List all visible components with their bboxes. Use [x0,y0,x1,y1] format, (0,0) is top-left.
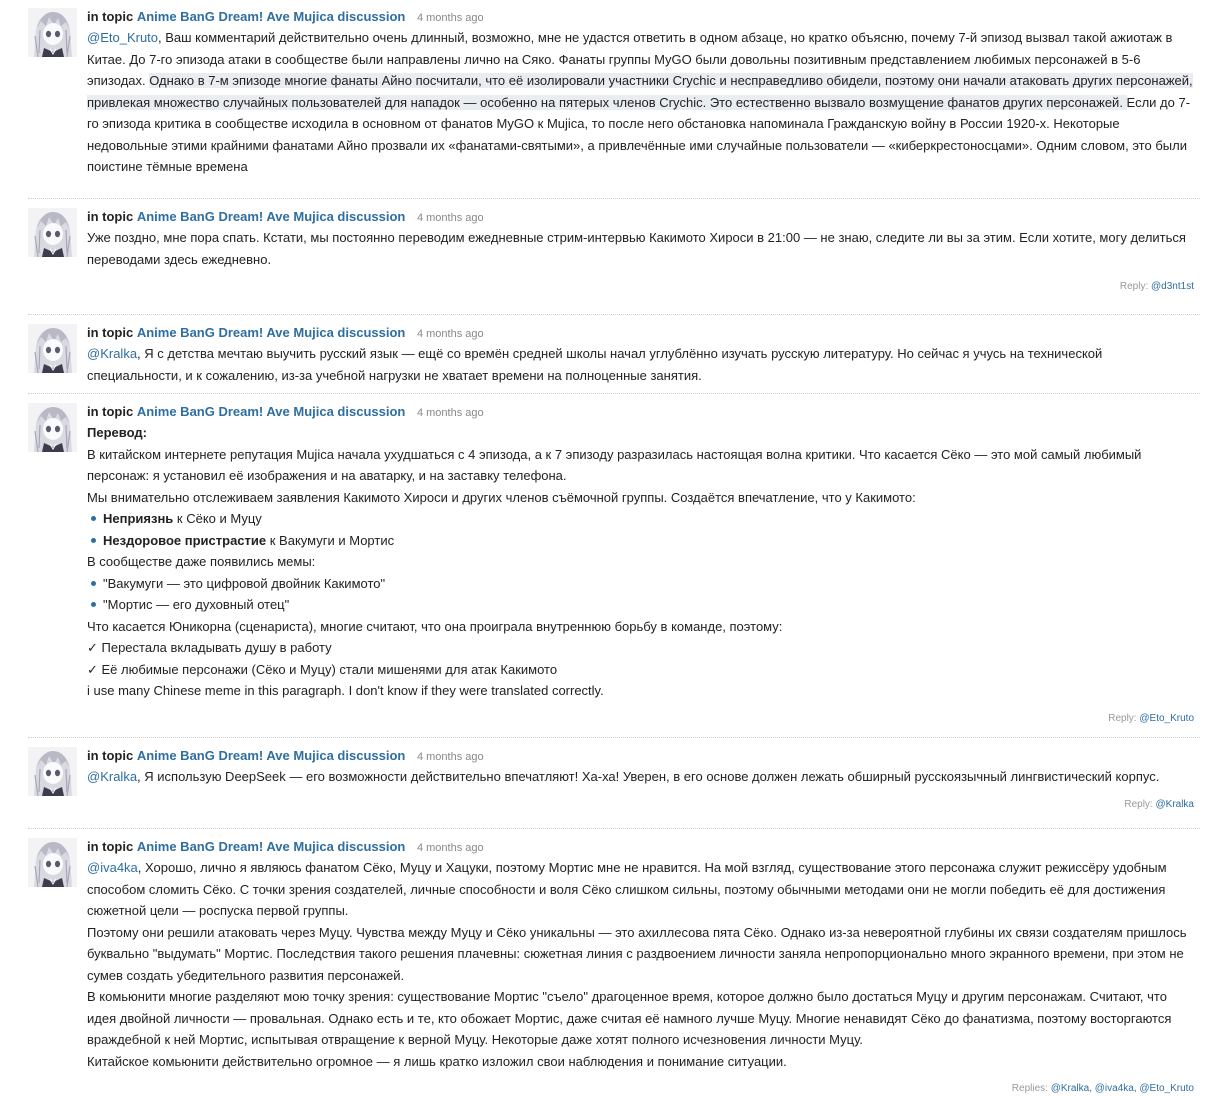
mention-link[interactable]: @Eto_Kruto [87,30,159,45]
post-timestamp: 4 months ago [416,407,484,419]
paragraph: В комьюнити многие разделяют мою точку зрения: существование Мортис "съело" драгоценное время, которое должно было достаться Муцу и другим персонажам. Считают, что идея двойной личности — провальная. Однако есть и те, кто обожает Мортис, даже считая её намного лучше Муцу. Многие ненавидят Сёко до фанатизма, поэтому восторгаются враждебной к ней Мортис, испытывая отвращение к верной Муцу. Некоторые даже хотят полного исчезновения личности Муцу. [87,989,1172,1047]
bullet-list [87,573,1194,616]
in-topic-label: in topic [87,404,134,419]
reply-info [87,1082,1194,1096]
list-item-text: к Сёко и Муцу [173,511,262,526]
bullet-list [87,508,1194,551]
topic-link[interactable]: Anime BanG Dream! Ave Mujica discussion [136,9,406,24]
paragraph: i use many Chinese meme in this paragraph. I don't know if they were translated correctly. [87,683,604,698]
paragraph: В сообществе даже появились мемы: [87,554,316,569]
in-topic-label: in topic [87,839,134,854]
comment-post [28,198,1200,300]
comment-post [28,828,1200,1094]
bold-text: Нездоровое пристрастие [103,532,267,548]
list-item [103,530,1194,552]
mention-link[interactable]: @Kralka [87,346,138,361]
in-topic-label: in topic [87,325,134,340]
comment-text: Если до 7-го эпизода критика в сообществе исходила в основном от фанатов MyGO к Mujica, то после него обстановка напоминала Гражданскую войну в России 1920-х. Некоторые недовольные этими крайними фанатами Айно прозвали их «фанатами-святыми», а привлечённые ими случайные пользователи — «киберкрестоносцами». Одним словом, это были поистине тёмные времена [87,94,1191,174]
post-timestamp: 4 months ago [416,842,484,854]
in-topic-label: in topic [87,209,134,224]
mention-link[interactable]: @iva4ka [87,860,138,875]
paragraph: Мы внимательно отслеживаем заявления Какимото Хироси и других членов съёмочной группы. Создаётся впечатление, что у Какимото: [87,489,916,505]
comment-body [87,422,1194,702]
comment-body [87,27,1194,178]
reply-info [87,712,1194,726]
list-item: "Мортис — его духовный отец" [103,594,1194,616]
avatar[interactable] [28,747,77,796]
list-item-text: к Вакумуги и Мортис [266,532,395,548]
mention-link[interactable]: @Kralka [87,769,138,784]
avatar[interactable] [28,208,77,257]
translation-heading: Перевод: [87,425,147,440]
paragraph: Поэтому они решили атаковать через Муцу. Чувства между Муцу и Сёко уникальны — это ахиллесова пята Сёко. Однако из-за невероятной глубины их связи создателям пришлось буквально "выдумать" Мортис. Последствия такого решения плачевны: сюжетная линия с раздвоением личности заняла непропорционально много экранного времени, при этом не сумев создать убедительного развития персонажей. [87,924,1187,983]
bold-text: Неприязнь [103,511,174,526]
highlighted-text: Однако в 7-м эпизоде многие фанаты Айно посчитали, что её изолировали участники Crychic и несправедливо обидели, поэтому они начали атаковать других персонажей, привлекая множество случайных пользователей для нападок — особенно на пятерых членов Crychic. Это естественно вызвало возмущение фанатов других персонажей. [87,73,1193,110]
comment-post [28,314,1200,394]
reply-label: Replies: [1011,1083,1048,1094]
post-timestamp: 4 months ago [416,751,484,763]
reply-to-link[interactable]: @Kralka, @iva4ka, @Eto_Kruto [1050,1083,1194,1094]
avatar[interactable] [28,8,77,57]
comment-body [87,857,1194,1072]
reply-to-link[interactable]: @Kralka [1155,798,1194,810]
comment-body [87,766,1194,788]
avatar[interactable] [28,838,77,887]
reply-info [87,798,1194,812]
topic-link[interactable]: Anime BanG Dream! Ave Mujica discussion [136,209,406,224]
topic-link[interactable]: Anime BanG Dream! Ave Mujica discussion [136,404,406,419]
reply-label: Reply: [1119,281,1149,292]
list-item: "Вакумуги — это цифровой двойник Какимото" [103,573,1194,595]
reply-to-link[interactable]: @Eto_Kruto [1139,712,1194,724]
comment-body [87,227,1194,270]
check-item: ✓ Её любимые персонажи (Сёко и Муцу) стали мишенями для атак Какимото [87,661,558,677]
avatar[interactable] [28,324,77,373]
comment-body [87,343,1194,386]
avatar[interactable] [28,403,77,452]
comment-text: Уже поздно, мне пора спать. Кстати, мы постоянно переводим ежедневные стрим-интервью Какимото Хироси в 21:00 — не знаю, следите ли вы за этим. Если хотите, могу делиться переводами здесь ежедневно. [87,230,1186,267]
in-topic-label: in topic [87,748,134,763]
comment-text: , Хорошо, лично я являюсь фанатом Сёко, Муцу и Хацуки, поэтому Мортис мне не нравится. На мой взгляд, существование этого персонажа служит режиссёру удобным способом сломить Сёко. С точки зрения создателей, личные способности и воля Сёко слишком сильны, поэтому обычными методами они не могли победить её для достижения сюжетной цели — роспуска первой группы. [87,860,1167,918]
post-timestamp: 4 months ago [416,12,484,24]
paragraph: Китайское комьюнити действительно огромное — я лишь кратко изложил свои наблюдения и понимание ситуации. [87,1053,787,1069]
reply-label: Reply: [1124,798,1153,810]
list-item [103,508,1194,530]
in-topic-label: in topic [87,9,134,24]
reply-to-link[interactable]: @d3nt1st [1151,281,1194,292]
comment-post [28,0,1200,181]
paragraph: Что касается Юникорна (сценариста), многие считают, что она проиграла внутреннюю борьбу в команде, поэтому: [87,618,783,634]
comment-post [28,393,1200,723]
comment-text: , Я с детства мечтаю выучить русский язык — ещё со времён средней школы начал углублённо изучать русскую литературу. Но сейчас я учусь на технической специальности, и к сожалению, из-за учебной нагрузки не хватает времени на полноценные занятия. [87,346,1103,383]
comment-text: , Я использую DeepSeek — его возможности действительно впечатляют! Ха-ха! Уверен, в его основе должен лежать обширный русскоязычный лингвистический корпус. [137,769,1160,784]
check-item: ✓ Перестала вкладывать душу в работу [87,640,332,655]
reply-label: Reply: [1108,712,1137,724]
comment-post [28,737,1200,817]
comment-text: , Ваш комментарий действительно очень длинный, возможно, мне не удастся ответить в одном абзаце, но кратко объясню, почему 7-й эпизод вызвал такой ажиотаж в Китае. До 7-го эпизода атаки в сообществе были направлены лично на Сяко. Фанаты группы MyGO были довольны позитивным представлением любимых персонажей в 5-6 эпизодах. [87,30,1173,88]
reply-info [87,280,1194,294]
topic-link[interactable]: Anime BanG Dream! Ave Mujica discussion [136,325,406,340]
paragraph: В китайском интернете репутация Mujica начала ухудшаться с 4 эпизода, а к 7 эпизоду разразилась настоящая волна критики. Что касается Сёко — это мой самый любимый персонаж: я установил её изображения и на аватарку, и на заставку телефона. [87,446,1142,483]
post-timestamp: 4 months ago [416,328,484,340]
topic-link[interactable]: Anime BanG Dream! Ave Mujica discussion [136,839,406,854]
post-timestamp: 4 months ago [416,212,484,224]
topic-link[interactable]: Anime BanG Dream! Ave Mujica discussion [136,748,406,763]
